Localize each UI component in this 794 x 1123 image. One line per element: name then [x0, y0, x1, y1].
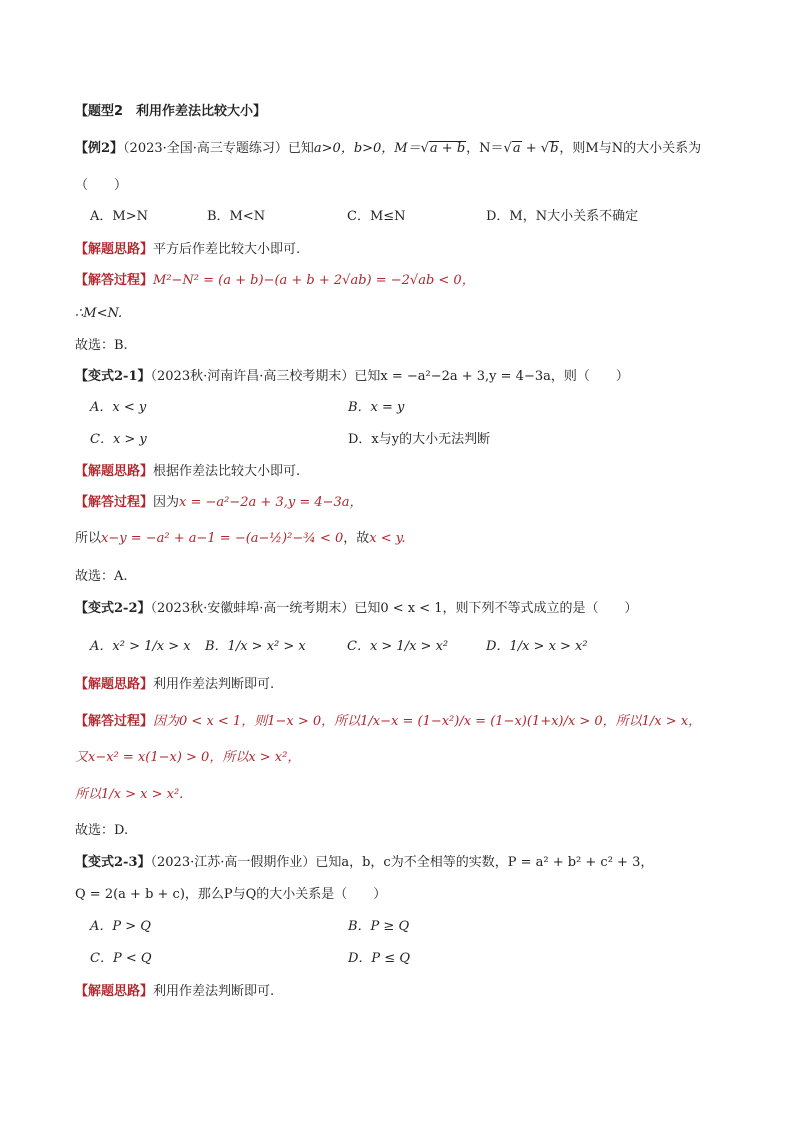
option-a: A．P > Q: [90, 919, 151, 934]
solution-process: 【解答过程】因为x = −a²−2a + 3,y = 4−3a，: [75, 495, 363, 510]
process-formula: M²−N² = (a + b)−(a + b + 2√ab) = −2√ab < 0，: [153, 273, 475, 288]
answer: 故选：D.: [75, 823, 129, 838]
variant-2-2-question: 【变式2-2】（2023秋·安徽蚌埠·高一统考期末）已知0 < x < 1，则下列不等式成立的是（ ）: [75, 601, 638, 616]
option-b: B．M<N: [207, 209, 266, 224]
solution-idea: 【解题思路】利用作差法判断即可.: [75, 677, 275, 692]
option-a: A．M>N: [90, 209, 148, 224]
solution-process: [75, 272, 475, 290]
option-a: A．x² > 1/x > x: [90, 639, 191, 654]
solution-idea: 【解题思路】平方后作差比较大小即可.: [75, 242, 301, 257]
variant-2-3-question: 【变式2-3】（2023·江苏·高一假期作业）已知a，b，c为不全相等的实数，P = a² + b² + c² + 3，: [75, 855, 654, 870]
option-d: D．x与y的大小无法判断: [348, 432, 491, 447]
answer: 故选：B.: [75, 338, 128, 353]
example-conditions: a>0，b>0，M＝: [313, 141, 421, 156]
example-2-paren: （ ）: [75, 178, 128, 193]
variant-tag: 【变式2-1】: [75, 369, 151, 384]
option-d: D．1/x > x > x²: [486, 639, 588, 654]
option-c: C．x > 1/x > x²: [347, 639, 449, 654]
example-source: （2023·全国·高三专题练习）已知: [123, 141, 314, 156]
option-b: B．x = y: [348, 400, 405, 415]
option-c: C．x > y: [90, 432, 147, 447]
solution-idea: 【解题思路】利用作差法判断即可.: [75, 984, 275, 999]
variant-2-1-question: 【变式2-1】（2023秋·河南许昌·高三校考期末）已知x = −a²−2a + 3,y = 4−3a，则（ ）: [75, 369, 629, 384]
process-line-2: 所以x−y = −a² + a−1 = −(a−½)²−¾ < 0，故x < y.: [75, 531, 406, 546]
option-d: D．P ≤ Q: [348, 951, 410, 966]
idea-tag: 【解题思路】: [75, 242, 154, 257]
option-b: B．P ≥ Q: [348, 919, 410, 934]
option-d: D．M，N大小关系不确定: [486, 209, 639, 224]
option-c: C．M≤N: [347, 209, 406, 224]
option-c: C．P < Q: [90, 951, 152, 966]
solution-process: 【解答过程】因为0 < x < 1，则1−x > 0，所以1/x−x = (1−x²)/x = (1−x)(1+x)/x > 0，所以1/x > x，: [75, 714, 702, 729]
process-tag: 【解答过程】: [75, 273, 154, 288]
conclusion: ∴M<N.: [75, 306, 123, 321]
solution-idea: 【解题思路】根据作差法比较大小即可.: [75, 464, 301, 479]
process-line-2: 又x−x² = x(1−x) > 0，所以x > x²，: [75, 750, 301, 765]
example-tag: 【例2】: [75, 141, 124, 156]
option-b: B．1/x > x² > x: [205, 639, 306, 654]
answer: 故选：A.: [75, 569, 128, 584]
process-line-3: 所以1/x > x > x².: [75, 787, 184, 802]
section-heading: 【题型2 利用作差法比较大小】: [75, 104, 267, 119]
option-a: A．x < y: [90, 400, 147, 415]
variant-2-3-question-cont: Q = 2(a + b + c)，那么P与Q的大小关系是（ ）: [75, 887, 387, 902]
example-2-question: 【例2】（2023·全国·高三专题练习）已知a>0，b>0，M＝√a + b，N＝√a + √b，则M与N的大小关系为: [75, 141, 702, 156]
